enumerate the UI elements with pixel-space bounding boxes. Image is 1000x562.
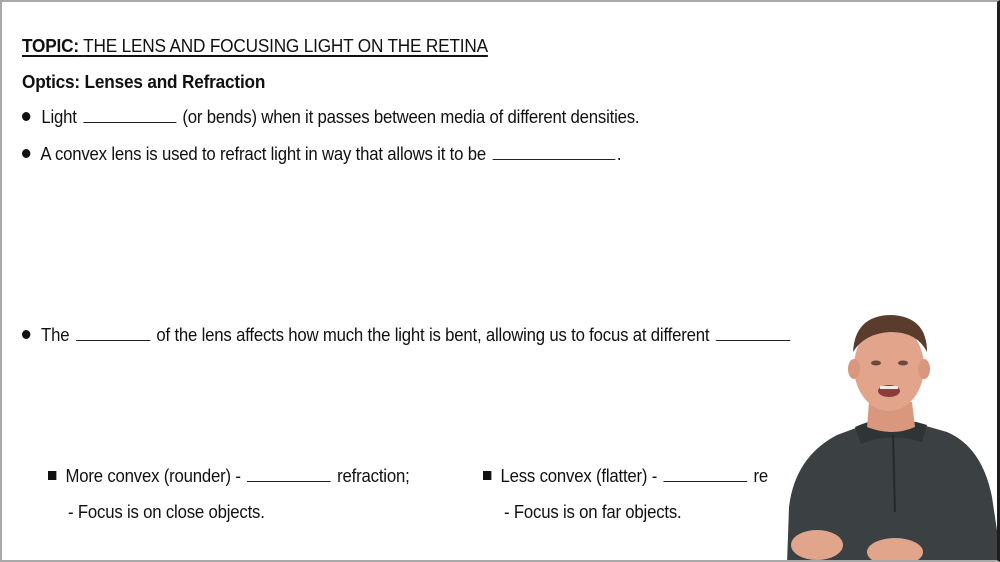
fill-in-blank	[492, 145, 615, 160]
section-subtitle: Optics: Lenses and Refraction	[22, 71, 266, 92]
sub-bullet-text: re	[753, 466, 769, 486]
sub-bullet-text: Less convex (flatter) -	[500, 466, 658, 486]
fill-in-blank	[664, 467, 748, 482]
topic-label: TOPIC:	[22, 35, 79, 56]
topic-title: THE LENS AND FOCUSING LIGHT ON THE RETINA	[83, 35, 488, 56]
bullet-icon	[22, 149, 30, 158]
bullet-text: (or bends) when it passes between media of different densities.	[182, 107, 640, 127]
bullet-icon	[22, 330, 30, 339]
bullet-lens-shape	[22, 325, 792, 346]
sub-bullet-detail-close: - Focus is on close objects.	[68, 502, 265, 522]
sub-bullet-text: refraction;	[337, 466, 410, 486]
sub-bullet-detail-far: - Focus is on far objects.	[504, 502, 682, 522]
fill-in-blank	[247, 467, 331, 482]
bullet-icon	[22, 112, 30, 121]
topic-heading	[22, 35, 488, 57]
bullet-text: of the lens affects how much the light is bent, allowing us to focus at different	[156, 325, 710, 345]
bullet-text: .	[616, 144, 622, 164]
bullet-text: Light	[41, 107, 77, 127]
presenter-video-overlay	[777, 307, 1000, 562]
sub-bullet-more-convex	[48, 466, 410, 487]
bullet-convex-lens	[22, 144, 621, 165]
sub-bullet-less-convex	[483, 466, 768, 487]
sub-bullet-text: More convex (rounder) -	[65, 466, 241, 486]
square-bullet-icon	[483, 471, 491, 480]
bullet-text: The	[41, 325, 70, 345]
fill-in-blank	[76, 326, 150, 341]
square-bullet-icon	[48, 471, 56, 480]
bullet-text: A convex lens is used to refract light in way that allows it to be	[40, 144, 486, 164]
fill-in-blank	[83, 108, 176, 123]
bullet-refraction	[22, 107, 639, 128]
fill-in-blank	[716, 326, 790, 341]
